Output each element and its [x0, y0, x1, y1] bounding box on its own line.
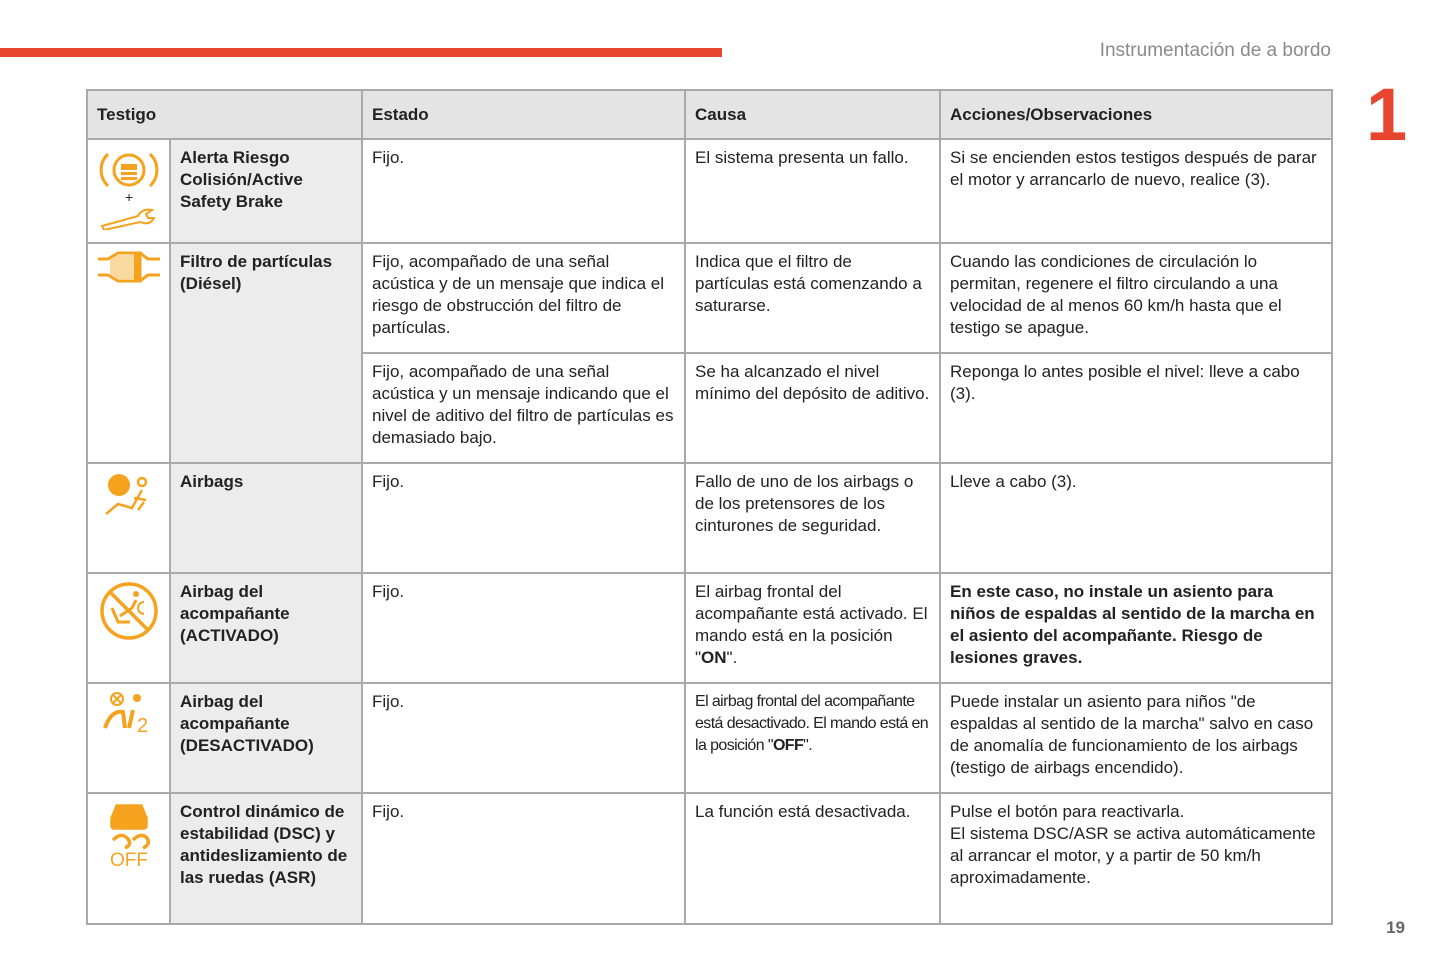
row-causa: El sistema presenta un fallo. [685, 139, 940, 243]
table-row [87, 243, 1332, 353]
row-causa [685, 683, 940, 793]
row-estado: Fijo. [362, 683, 685, 793]
row-estado: Fijo. [362, 573, 685, 683]
page-number: 19 [1386, 918, 1405, 937]
row-acciones: Reponga lo antes posible el nivel: lleve a cabo (3). [940, 353, 1332, 463]
table-row [87, 573, 1332, 683]
row-acciones: En este caso, no instale un asiento para niños de espaldas al sentido de la marcha en el asiento del acompañante. Riesgo de lesiones graves. [940, 573, 1332, 683]
table-header [87, 90, 1332, 139]
row-causa: La función está desactivada. [685, 793, 940, 924]
causa-text: El airbag frontal del acompañante está desactivado. El mando está en la posición " [695, 693, 929, 754]
row-causa: Se ha alcanzado el nivel mínimo del depósito de aditivo. [685, 353, 940, 463]
table-row [87, 139, 1332, 243]
passenger-airbag-off-icon [87, 683, 170, 793]
acciones-line: Pulse el botón para reactivarla. [950, 802, 1185, 821]
row-name: Airbags [170, 463, 362, 573]
section-title: Instrumentación de a bordo [1099, 40, 1331, 61]
col-testigo: Testigo [87, 90, 362, 139]
airbag-icon [87, 463, 170, 573]
row-acciones: Lleve a cabo (3). [940, 463, 1332, 573]
passenger-airbag-on-icon [87, 573, 170, 683]
accent-bar [0, 48, 722, 57]
causa-text: El airbag frontal del acompañante está activado. El mando está en la posición " [695, 582, 928, 667]
row-causa: Fallo de uno de los airbags o de los pretensores de los cinturones de seguridad. [685, 463, 940, 573]
col-causa: Causa [685, 90, 940, 139]
row-acciones: Puede instalar un asiento para niños "de espaldas al sentido de la marcha" salvo en caso de anomalía de funcionamiento de los airbags (testigo de airbags encendido). [940, 683, 1332, 793]
causa-text-end: ". [726, 648, 738, 667]
svg-text:+: + [124, 189, 133, 205]
row-name: Filtro de partículas (Diésel) [170, 243, 362, 463]
row-name: Alerta Riesgo Colisión/Active Safety Brake [170, 139, 362, 243]
row-estado: Fijo. [362, 463, 685, 573]
row-name: Airbag del acompañante (DESACTIVADO) [170, 683, 362, 793]
chapter-number: 1 [1366, 73, 1408, 156]
row-causa [685, 573, 940, 683]
row-acciones: Si se encienden estos testigos después de parar el motor y arrancarlo de nuevo, realice (3). [940, 139, 1332, 243]
col-estado: Estado [362, 90, 685, 139]
row-acciones [940, 793, 1332, 924]
table-row [87, 683, 1332, 793]
causa-text-end: ". [803, 737, 813, 754]
svg-text:2: 2 [136, 715, 148, 734]
row-causa: Indica que el filtro de partículas está comenzando a saturarse. [685, 243, 940, 353]
collision-alert-wrench-icon [87, 139, 170, 243]
dsc-off-icon [87, 793, 170, 924]
table-row [87, 463, 1332, 573]
row-acciones: Cuando las condiciones de circulación lo permitan, regenere el filtro circulando a una velocidad de al menos 60 km/h hasta que el testigo se apague. [940, 243, 1332, 353]
row-estado: Fijo, acompañado de una señal acústica y un mensaje indicando que el nivel de aditivo del filtro de partículas es demasiado bajo. [362, 353, 685, 463]
row-estado: Fijo. [362, 793, 685, 924]
particle-filter-icon [87, 243, 170, 463]
row-estado: Fijo. [362, 139, 685, 243]
row-name: Control dinámico de estabilidad (DSC) y antideslizamiento de las ruedas (ASR) [170, 793, 362, 924]
row-estado: Fijo, acompañado de una señal acústica y de un mensaje que indica el riesgo de obstrucción del filtro de partículas. [362, 243, 685, 353]
row-name: Airbag del acompañante (ACTIVADO) [170, 573, 362, 683]
table-row [87, 793, 1332, 924]
causa-position: OFF [772, 737, 804, 754]
col-acciones: Acciones/Observaciones [940, 90, 1332, 139]
acciones-line: El sistema DSC/ASR se activa automáticamente al arrancar el motor, y a partir de 50 km/h aproximadamente. [950, 824, 1316, 887]
causa-position: ON [701, 648, 727, 667]
warning-lights-table [86, 89, 1333, 925]
svg-text:OFF: OFF [109, 850, 148, 870]
